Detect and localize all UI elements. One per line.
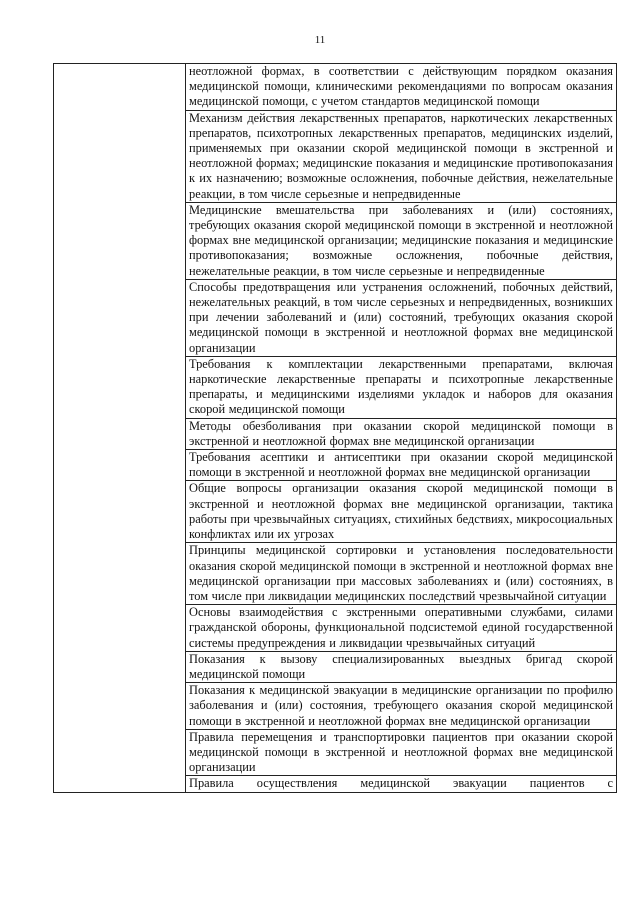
- requirements-table: [53, 63, 617, 793]
- cell-text: Требования асептики и антисептики при оказании скорой медицинской помощи в экстренной и неотложной формах вне медицинской организации: [189, 450, 613, 480]
- table-cell: [186, 279, 617, 356]
- cell-text: неотложной формах, в соответствии с действующим порядком оказания медицинской помощи, клиническими рекомендациями по вопросам оказания медицинской помощи, с учетом стандартов медицинской помощи: [189, 64, 613, 109]
- cell-text: Методы обезболивания при оказании скорой медицинской помощи в экстренной и неотложной формах вне медицинской организации: [189, 418, 613, 448]
- table-cell: [186, 683, 617, 730]
- cell-text: Правила осуществления медицинской эвакуации пациентов с: [189, 776, 613, 791]
- empty-left-column: [54, 64, 186, 793]
- table-cell: [186, 64, 617, 111]
- table-cell: [186, 481, 617, 543]
- table-row: [54, 64, 617, 111]
- cell-text: Способы предотвращения или устранения осложнений, побочных действий, нежелательных реакций, в том числе серьезных и непредвиденных, возникших при лечении заболеваний и (или) состояний, требующих оказания скорой медицинской помощи в экстренной и неотложной формах вне медицинской организации: [189, 279, 613, 355]
- cell-text: Правила перемещения и транспортировки пациентов при оказании скорой медицинской помощи в экстренной и неотложной формах вне медицинской организации: [189, 729, 613, 775]
- table-cell: [186, 202, 617, 279]
- cell-text: Медицинские вмешательства при заболеваниях и (или) состояниях, требующих оказания скорой медицинской помощи в экстренной и неотложной формах вне медицинской организации; медицинские показания и медицинские противопоказания; возможные осложнения, побочные действия, нежелательные реакции, в том числе серьезные и непредвиденные: [189, 202, 613, 278]
- table-cell: [186, 110, 617, 202]
- page-number: 11: [314, 34, 326, 46]
- cell-text: Показания к вызову специализированных выездных бригад скорой медицинской помощи: [189, 651, 613, 681]
- table-cell: [186, 605, 617, 652]
- table-cell: [186, 418, 617, 449]
- cell-text: Принципы медицинской сортировки и установления последовательности оказания скорой медицинской помощи в экстренной и неотложной формах вне медицинской организации при массовых заболеваниях и (или) состояниях, в том числе при ликвидации медицинских последствий чрезвычайной ситуации: [189, 543, 613, 603]
- cell-text: Общие вопросы организации оказания скорой медицинской помощи в экстренной и неотложной формах вне медицинской организации, тактика работы при чрезвычайных ситуациях, стихийных бедствиях, микросоциальных конфликтах или их угрозах: [189, 481, 613, 542]
- table-cell: [186, 729, 617, 776]
- table-cell: [186, 356, 617, 418]
- cell-text: Основы взаимодействия с экстренными оперативными службами, силами гражданской обороны, функциональной подсистемой единой государственной системы предупреждения и ликвидации чрезвычайных ситуаций: [189, 605, 613, 650]
- table-cell: [186, 450, 617, 481]
- cell-text: Механизм действия лекарственных препаратов, наркотических лекарственных препаратов, психотропных лекарственных препаратов, медицинских изделий, применяемых при оказании скорой медицинской помощи в экстренной и неотложной формах; медицинские показания и медицинские противопоказания к их назначению; возможные осложнения, побочные действия, нежелательные реакции, в том числе серьезные и непредвиденные: [189, 110, 613, 201]
- cell-text: Требования к комплектации лекарственными препаратами, включая наркотические лекарственные препараты и психотропные лекарственные препараты, и медицинскими изделиями укладок и наборов для оказания скорой медицинской помощи: [189, 356, 613, 417]
- table-cell: [186, 651, 617, 682]
- table-cell: [186, 543, 617, 605]
- table-cell: [186, 776, 617, 792]
- cell-text: Показания к медицинской эвакуации в медицинские организации по профилю заболевания и (или) состояния, требующего оказания скорой медицинской помощи в экстренной и неотложной формах вне медицинской организации: [189, 683, 613, 728]
